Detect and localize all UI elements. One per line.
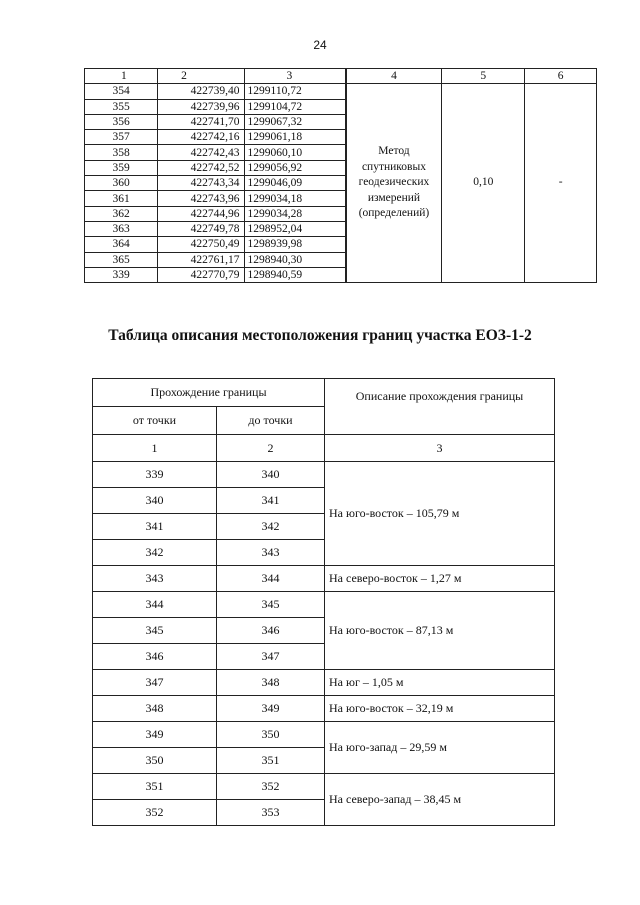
boundary-description-table xyxy=(92,378,555,826)
to-point: 352 xyxy=(217,774,325,800)
from-point: 345 xyxy=(93,618,217,644)
point-number: 339 xyxy=(85,267,158,282)
description-header: Описание прохождения границы xyxy=(325,379,555,435)
passage-header: Прохождение границы xyxy=(93,379,325,407)
segment-description: На северо-восток – 1,27 м xyxy=(325,566,555,592)
point-number: 364 xyxy=(85,237,158,252)
coord-y: 1299110,72 xyxy=(244,84,346,99)
coord-y: 1298940,59 xyxy=(244,267,346,282)
coordinates-table xyxy=(84,68,597,283)
col-header-4: 4 xyxy=(346,69,442,84)
to-point: 345 xyxy=(217,592,325,618)
col-header-3: 3 xyxy=(244,69,346,84)
coord-y: 1299104,72 xyxy=(244,99,346,114)
from-point-header: от точки xyxy=(93,407,217,435)
coord-y: 1299034,18 xyxy=(244,191,346,206)
to-point: 349 xyxy=(217,696,325,722)
coord-x: 422750,49 xyxy=(158,237,244,252)
table-row xyxy=(93,722,555,748)
segment-description: На юго-восток – 87,13 м xyxy=(325,592,555,670)
to-point: 348 xyxy=(217,670,325,696)
point-number: 359 xyxy=(85,160,158,175)
point-number: 354 xyxy=(85,84,158,99)
col-number-3: 3 xyxy=(325,435,555,462)
point-number: 357 xyxy=(85,130,158,145)
from-point: 346 xyxy=(93,644,217,670)
coord-x: 422739,40 xyxy=(158,84,244,99)
coord-x: 422742,16 xyxy=(158,130,244,145)
method-line: измерений xyxy=(367,191,421,204)
from-point: 340 xyxy=(93,488,217,514)
to-point: 346 xyxy=(217,618,325,644)
coord-y: 1298952,04 xyxy=(244,221,346,236)
method-line: спутниковых xyxy=(361,160,426,173)
segment-description: На юго-восток – 105,79 м xyxy=(325,462,555,566)
coord-y: 1299061,18 xyxy=(244,130,346,145)
coord-x: 422741,70 xyxy=(158,114,244,129)
method-line: (определений) xyxy=(358,207,430,220)
from-point: 351 xyxy=(93,774,217,800)
to-point: 351 xyxy=(217,748,325,774)
coord-y: 1299067,32 xyxy=(244,114,346,129)
segment-description: На юг – 1,05 м xyxy=(325,670,555,696)
method-line: геодезических xyxy=(358,176,430,189)
segment-description: На северо-запад – 38,45 м xyxy=(325,774,555,826)
table-row xyxy=(93,670,555,696)
from-point: 348 xyxy=(93,696,217,722)
from-point: 352 xyxy=(93,800,217,826)
coord-x: 422739,96 xyxy=(158,99,244,114)
col-header-5: 5 xyxy=(442,69,525,84)
table-row xyxy=(93,774,555,800)
to-point: 350 xyxy=(217,722,325,748)
coord-y: 1298939,98 xyxy=(244,237,346,252)
from-point: 349 xyxy=(93,722,217,748)
to-point: 342 xyxy=(217,514,325,540)
point-number: 365 xyxy=(85,252,158,267)
col-header-1: 1 xyxy=(85,69,158,84)
to-point: 353 xyxy=(217,800,325,826)
point-number: 358 xyxy=(85,145,158,160)
coord-y: 1299046,09 xyxy=(244,176,346,191)
table-row xyxy=(93,696,555,722)
to-point: 341 xyxy=(217,488,325,514)
coord-x: 422743,34 xyxy=(158,176,244,191)
table-row xyxy=(93,566,555,592)
section-title: Таблица описания местоположения границ участка ЕОЗ-1-2 xyxy=(108,327,532,344)
to-point-header: до точки xyxy=(217,407,325,435)
point-number: 360 xyxy=(85,176,158,191)
col-header-2: 2 xyxy=(158,69,244,84)
coordinates-table-header xyxy=(85,69,597,84)
table-row xyxy=(93,462,555,488)
coord-x: 422761,17 xyxy=(158,252,244,267)
col-number-2: 2 xyxy=(217,435,325,462)
accuracy-cell: 0,10 xyxy=(442,84,525,283)
from-point: 350 xyxy=(93,748,217,774)
point-number: 363 xyxy=(85,221,158,236)
page-number: 24 xyxy=(313,38,327,52)
point-number: 356 xyxy=(85,114,158,129)
table-row xyxy=(85,84,597,99)
col-number-1: 1 xyxy=(93,435,217,462)
point-number: 362 xyxy=(85,206,158,221)
method-cell xyxy=(346,84,442,283)
coord-y: 1299060,10 xyxy=(244,145,346,160)
coord-x: 422770,79 xyxy=(158,267,244,282)
coord-y: 1299056,92 xyxy=(244,160,346,175)
from-point: 342 xyxy=(93,540,217,566)
to-point: 344 xyxy=(217,566,325,592)
note-cell: - xyxy=(525,84,597,283)
method-line: Метод xyxy=(378,145,410,158)
from-point: 344 xyxy=(93,592,217,618)
segment-description: На юго-восток – 32,19 м xyxy=(325,696,555,722)
coord-x: 422749,78 xyxy=(158,221,244,236)
from-point: 347 xyxy=(93,670,217,696)
to-point: 343 xyxy=(217,540,325,566)
desc-table-column-numbers xyxy=(93,435,555,462)
desc-table-header xyxy=(93,379,555,407)
table-row xyxy=(93,592,555,618)
to-point: 347 xyxy=(217,644,325,670)
from-point: 341 xyxy=(93,514,217,540)
point-number: 355 xyxy=(85,99,158,114)
point-number: 361 xyxy=(85,191,158,206)
from-point: 343 xyxy=(93,566,217,592)
from-point: 339 xyxy=(93,462,217,488)
to-point: 340 xyxy=(217,462,325,488)
coord-x: 422743,96 xyxy=(158,191,244,206)
coord-x: 422742,52 xyxy=(158,160,244,175)
coord-x: 422742,43 xyxy=(158,145,244,160)
col-header-6: 6 xyxy=(525,69,597,84)
coord-y: 1299034,28 xyxy=(244,206,346,221)
coord-y: 1298940,30 xyxy=(244,252,346,267)
segment-description: На юго-запад – 29,59 м xyxy=(325,722,555,774)
coord-x: 422744,96 xyxy=(158,206,244,221)
